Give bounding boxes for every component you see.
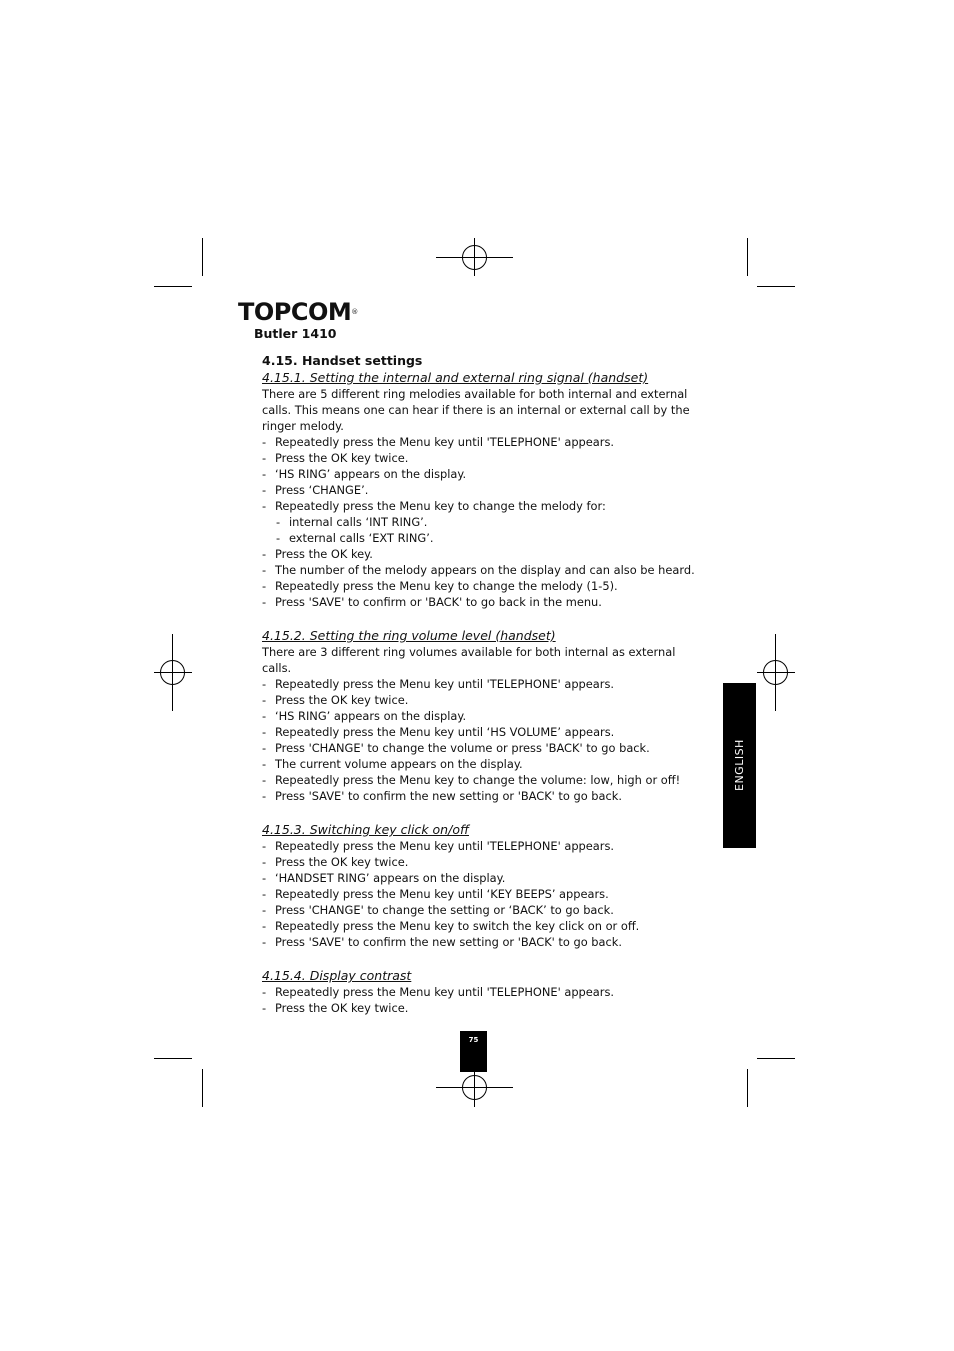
list-item: - Repeatedly press the Menu key to switch the key click on or off. [262, 918, 702, 934]
topcom-logo [238, 300, 358, 324]
list-item: - Press the OK key twice. [262, 854, 702, 870]
subsection-title-key-click: 4.15.3. Switching key click on/off [262, 822, 469, 837]
list-item: - Repeatedly press the Menu key to change the volume: low, high or off! [262, 772, 702, 788]
list-item: - Repeatedly press the Menu key until ‘HS VOLUME’ appears. [262, 724, 702, 740]
list-item: - Repeatedly press the Menu key to change the melody for: [262, 498, 702, 514]
list-item: - Press 'SAVE' to confirm the new setting or 'BACK' to go back. [262, 788, 702, 804]
registered-mark: ® [351, 308, 358, 316]
list-item: - Press the OK key twice. [262, 692, 702, 708]
subsection-title-ring-signal: 4.15.1. Setting the internal and external ring signal (handset) [262, 370, 649, 385]
list-item: - Repeatedly press the Menu key until 'TELEPHONE' appears. [262, 838, 702, 854]
step-list [262, 838, 702, 950]
model-name: Butler 1410 [254, 326, 337, 341]
list-item: - Repeatedly press the Menu key until 'TELEPHONE' appears. [262, 984, 702, 1000]
list-item: - Press the OK key. [262, 546, 702, 562]
logo-text: TOPCOM [238, 298, 352, 326]
list-item: - Press 'CHANGE' to change the volume or press 'BACK' to go back. [262, 740, 702, 756]
manual-content [262, 352, 702, 1016]
step-list [262, 984, 702, 1016]
list-item: - ‘HS RING’ appears on the display. [262, 708, 702, 724]
page-number: 75 [468, 1036, 479, 1044]
list-item: - Press the OK key twice. [262, 1000, 702, 1016]
list-item: - Press 'CHANGE' to change the setting or ‘BACK’ to go back. [262, 902, 702, 918]
list-item: - Repeatedly press the Menu key until ‘KEY BEEPS’ appears. [262, 886, 702, 902]
list-item: - The number of the melody appears on the display and can also be heard. [262, 562, 702, 578]
subsection-intro: There are 3 different ring volumes available for both internal as external calls. [262, 645, 676, 675]
list-item: - Repeatedly press the Menu key until 'TELEPHONE' appears. [262, 676, 702, 692]
sub-list-item: - external calls ‘EXT RING’. [262, 530, 702, 546]
list-item: - Press 'SAVE' to confirm the new setting or 'BACK' to go back. [262, 934, 702, 950]
sub-list-item: - internal calls ‘INT RING’. [262, 514, 702, 530]
section-title: 4.15. Handset settings [262, 353, 423, 368]
step-list [262, 434, 702, 610]
list-item: - ‘HS RING’ appears on the display. [262, 466, 702, 482]
subsection-title-display-contrast: 4.15.4. Display contrast [262, 968, 412, 983]
list-item: - ‘HANDSET RING’ appears on the display. [262, 870, 702, 886]
language-tab-label: ENGLISH [733, 739, 746, 792]
list-item: - Press 'SAVE' to confirm or 'BACK' to go back in the menu. [262, 594, 702, 610]
list-item: - The current volume appears on the display. [262, 756, 702, 772]
list-item: - Repeatedly press the Menu key until 'TELEPHONE' appears. [262, 434, 702, 450]
subsection-title-ring-volume: 4.15.2. Setting the ring volume level (handset) [262, 628, 556, 643]
list-item: - Press the OK key twice. [262, 450, 702, 466]
list-item: - Press ‘CHANGE’. [262, 482, 702, 498]
step-list [262, 676, 702, 804]
subsection-intro: There are 5 different ring melodies available for both internal and external calls. This means one can hear if there is an internal or external call by the ringer melody. [262, 387, 690, 433]
list-item: - Repeatedly press the Menu key to change the melody (1-5). [262, 578, 702, 594]
